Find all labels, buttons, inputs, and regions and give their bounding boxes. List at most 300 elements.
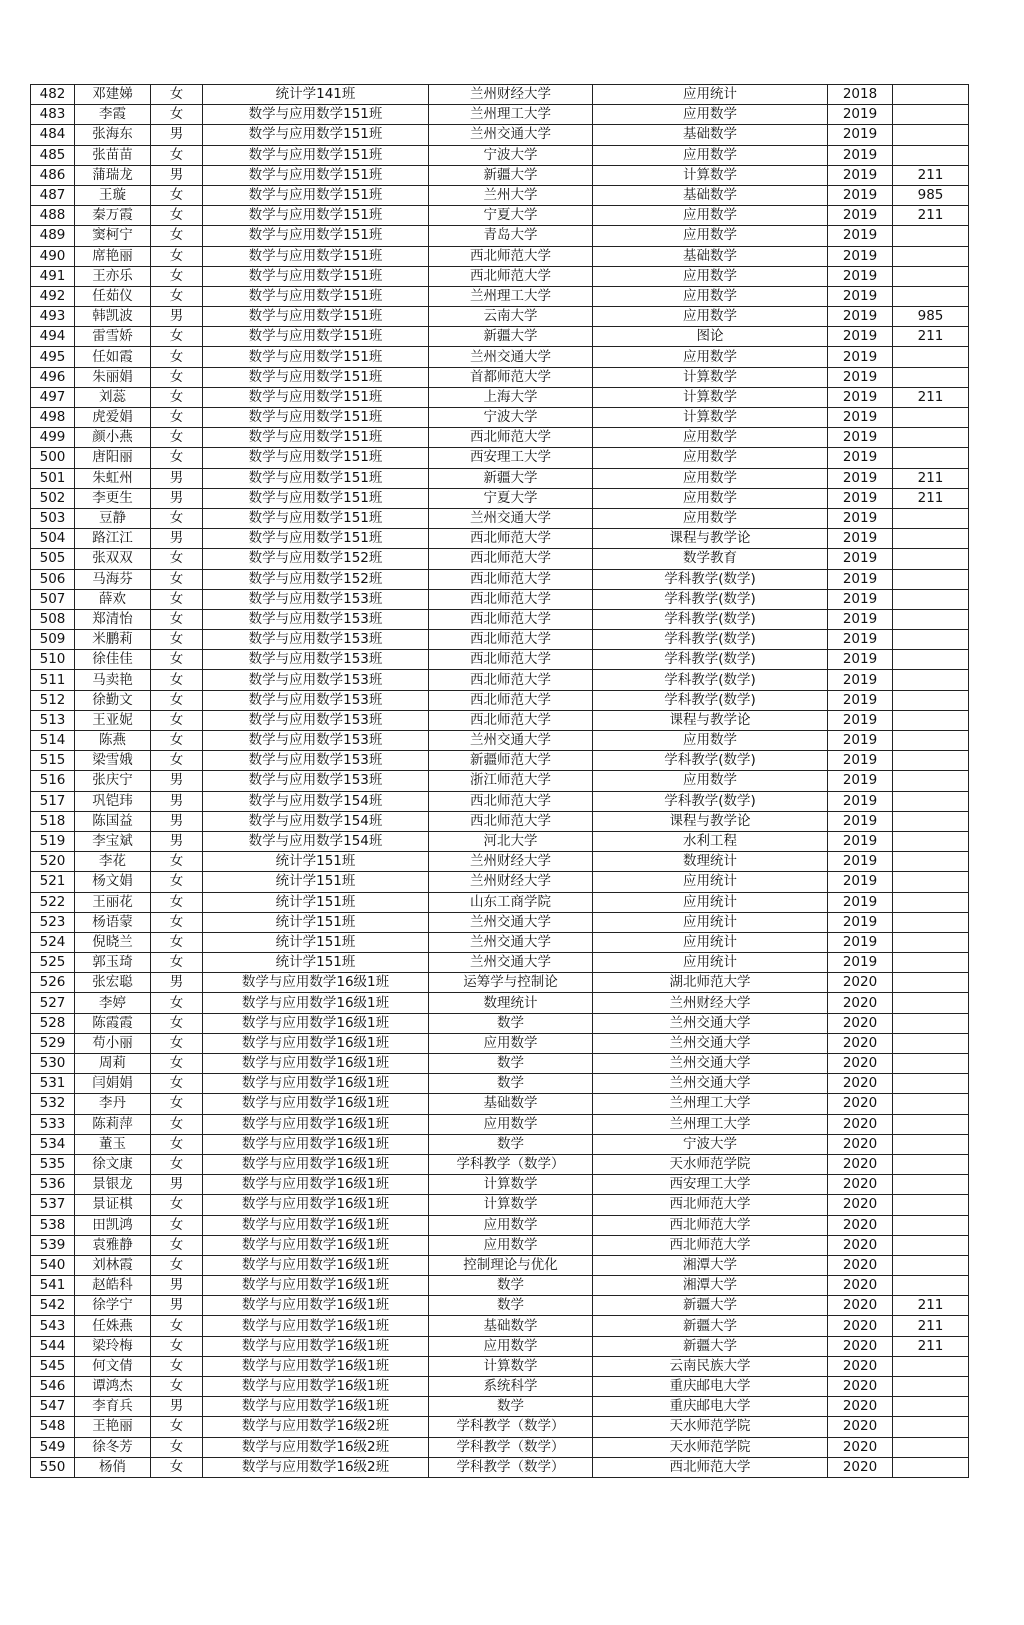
col-5-cell: 西北师范大学	[429, 670, 593, 690]
col-5-cell: 学科教学（数学）	[429, 1154, 593, 1174]
table-row	[31, 751, 969, 771]
tier-tag-cell: 211	[893, 327, 969, 347]
class-name-cell: 数学与应用数学151班	[203, 488, 429, 508]
table-row	[31, 811, 969, 831]
year-cell: 2020	[828, 1397, 893, 1417]
tier-tag-cell: 211	[893, 468, 969, 488]
table-body	[31, 85, 969, 1478]
student-name-cell: 雷雪娇	[75, 327, 151, 347]
student-name-cell: 王亚妮	[75, 710, 151, 730]
row-number-cell: 486	[31, 165, 75, 185]
student-name-cell: 豆静	[75, 508, 151, 528]
year-cell: 2020	[828, 1215, 893, 1235]
gender-cell: 男	[151, 791, 203, 811]
class-name-cell: 数学与应用数学153班	[203, 630, 429, 650]
table-row	[31, 105, 969, 125]
class-name-cell: 数学与应用数学16级1班	[203, 1013, 429, 1033]
table-row	[31, 1457, 969, 1477]
student-name-cell: 李花	[75, 852, 151, 872]
row-number-cell: 521	[31, 872, 75, 892]
col-5-cell: 基础数学	[429, 1316, 593, 1336]
col-5-cell: 西北师范大学	[429, 650, 593, 670]
tier-tag-cell	[893, 811, 969, 831]
col-6-cell: 学科教学(数学)	[593, 609, 828, 629]
gender-cell: 女	[151, 731, 203, 751]
col-6-cell: 应用数学	[593, 428, 828, 448]
table-row	[31, 85, 969, 105]
year-cell: 2019	[828, 206, 893, 226]
class-name-cell: 数学与应用数学154班	[203, 791, 429, 811]
year-cell: 2020	[828, 1276, 893, 1296]
student-name-cell: 任茹仪	[75, 286, 151, 306]
table-row	[31, 226, 969, 246]
tier-tag-cell	[893, 347, 969, 367]
gender-cell: 女	[151, 751, 203, 771]
year-cell: 2019	[828, 428, 893, 448]
gender-cell: 女	[151, 206, 203, 226]
class-name-cell: 数学与应用数学16级2班	[203, 1457, 429, 1477]
tier-tag-cell	[893, 912, 969, 932]
student-name-cell: 徐佳佳	[75, 650, 151, 670]
gender-cell: 女	[151, 1195, 203, 1215]
col-6-cell: 学科教学(数学)	[593, 690, 828, 710]
row-number-cell: 505	[31, 549, 75, 569]
col-5-cell: 西北师范大学	[429, 791, 593, 811]
class-name-cell: 数学与应用数学154班	[203, 831, 429, 851]
col-5-cell: 新疆大学	[429, 468, 593, 488]
row-number-cell: 537	[31, 1195, 75, 1215]
class-name-cell: 数学与应用数学16级1班	[203, 1276, 429, 1296]
row-number-cell: 496	[31, 367, 75, 387]
col-6-cell: 重庆邮电大学	[593, 1377, 828, 1397]
tier-tag-cell	[893, 630, 969, 650]
class-name-cell: 数学与应用数学151班	[203, 367, 429, 387]
col-5-cell: 浙江师范大学	[429, 771, 593, 791]
year-cell: 2020	[828, 1255, 893, 1275]
year-cell: 2019	[828, 731, 893, 751]
table-row	[31, 387, 969, 407]
student-name-cell: 李宝斌	[75, 831, 151, 851]
tier-tag-cell	[893, 428, 969, 448]
col-6-cell: 计算数学	[593, 408, 828, 428]
col-5-cell: 数学	[429, 1054, 593, 1074]
tier-tag-cell	[893, 226, 969, 246]
col-5-cell: 应用数学	[429, 1033, 593, 1053]
col-6-cell: 兰州交通大学	[593, 1033, 828, 1053]
col-5-cell: 兰州理工大学	[429, 286, 593, 306]
row-number-cell: 506	[31, 569, 75, 589]
table-row	[31, 125, 969, 145]
table-row	[31, 852, 969, 872]
year-cell: 2019	[828, 307, 893, 327]
row-number-cell: 531	[31, 1074, 75, 1094]
tier-tag-cell: 211	[893, 387, 969, 407]
row-number-cell: 492	[31, 286, 75, 306]
table-row	[31, 1154, 969, 1174]
gender-cell: 女	[151, 1235, 203, 1255]
gender-cell: 女	[151, 347, 203, 367]
table-row	[31, 1397, 969, 1417]
col-6-cell: 应用数学	[593, 105, 828, 125]
col-6-cell: 学科教学(数学)	[593, 589, 828, 609]
student-name-cell: 郑清怡	[75, 609, 151, 629]
tier-tag-cell	[893, 1276, 969, 1296]
col-5-cell: 西安理工大学	[429, 448, 593, 468]
class-name-cell: 数学与应用数学151班	[203, 206, 429, 226]
tier-tag-cell	[893, 751, 969, 771]
tier-tag-cell	[893, 1054, 969, 1074]
student-name-cell: 朱丽娟	[75, 367, 151, 387]
student-name-cell: 景证棋	[75, 1195, 151, 1215]
tier-tag-cell	[893, 1457, 969, 1477]
gender-cell: 女	[151, 609, 203, 629]
student-name-cell: 苟小丽	[75, 1033, 151, 1053]
student-name-cell: 虎爱娟	[75, 408, 151, 428]
row-number-cell: 494	[31, 327, 75, 347]
student-name-cell: 徐勤文	[75, 690, 151, 710]
gender-cell: 男	[151, 973, 203, 993]
col-6-cell: 湘潭大学	[593, 1276, 828, 1296]
class-name-cell: 数学与应用数学153班	[203, 771, 429, 791]
gender-cell: 男	[151, 831, 203, 851]
table-row	[31, 367, 969, 387]
student-name-cell: 张苗苗	[75, 145, 151, 165]
col-6-cell: 应用数学	[593, 488, 828, 508]
col-5-cell: 兰州交通大学	[429, 347, 593, 367]
col-6-cell: 应用数学	[593, 731, 828, 751]
row-number-cell: 535	[31, 1154, 75, 1174]
gender-cell: 男	[151, 811, 203, 831]
year-cell: 2019	[828, 529, 893, 549]
gender-cell: 女	[151, 993, 203, 1013]
class-name-cell: 数学与应用数学151班	[203, 307, 429, 327]
col-6-cell: 课程与教学论	[593, 811, 828, 831]
gender-cell: 男	[151, 1175, 203, 1195]
tier-tag-cell	[893, 1134, 969, 1154]
tier-tag-cell	[893, 1255, 969, 1275]
class-name-cell: 数学与应用数学16级2班	[203, 1437, 429, 1457]
year-cell: 2020	[828, 993, 893, 1013]
year-cell: 2020	[828, 1013, 893, 1033]
col-5-cell: 西北师范大学	[429, 428, 593, 448]
col-5-cell: 西北师范大学	[429, 630, 593, 650]
gender-cell: 女	[151, 367, 203, 387]
table-row	[31, 589, 969, 609]
col-6-cell: 应用统计	[593, 912, 828, 932]
table-row	[31, 145, 969, 165]
col-6-cell: 学科教学(数学)	[593, 569, 828, 589]
class-name-cell: 数学与应用数学153班	[203, 731, 429, 751]
tier-tag-cell: 211	[893, 165, 969, 185]
gender-cell: 女	[151, 912, 203, 932]
tier-tag-cell	[893, 508, 969, 528]
gender-cell: 女	[151, 1377, 203, 1397]
col-5-cell: 西北师范大学	[429, 549, 593, 569]
col-5-cell: 学科教学（数学）	[429, 1457, 593, 1477]
year-cell: 2020	[828, 1417, 893, 1437]
row-number-cell: 519	[31, 831, 75, 851]
gender-cell: 女	[151, 1013, 203, 1033]
gender-cell: 女	[151, 1054, 203, 1074]
row-number-cell: 546	[31, 1377, 75, 1397]
tier-tag-cell	[893, 1417, 969, 1437]
col-5-cell: 应用数学	[429, 1215, 593, 1235]
gender-cell: 女	[151, 1356, 203, 1376]
tier-tag-cell	[893, 953, 969, 973]
tier-tag-cell	[893, 448, 969, 468]
table-row	[31, 1255, 969, 1275]
table-row	[31, 872, 969, 892]
col-6-cell: 学科教学(数学)	[593, 791, 828, 811]
year-cell: 2019	[828, 953, 893, 973]
col-6-cell: 兰州交通大学	[593, 1013, 828, 1033]
col-5-cell: 基础数学	[429, 1094, 593, 1114]
col-5-cell: 系统科学	[429, 1377, 593, 1397]
student-name-cell: 李更生	[75, 488, 151, 508]
tier-tag-cell: 211	[893, 206, 969, 226]
row-number-cell: 502	[31, 488, 75, 508]
table-row	[31, 1235, 969, 1255]
year-cell: 2019	[828, 448, 893, 468]
gender-cell: 女	[151, 1417, 203, 1437]
class-name-cell: 数学与应用数学151班	[203, 347, 429, 367]
col-5-cell: 数学	[429, 1296, 593, 1316]
tier-tag-cell	[893, 1094, 969, 1114]
col-5-cell: 西北师范大学	[429, 811, 593, 831]
tier-tag-cell	[893, 529, 969, 549]
year-cell: 2019	[828, 367, 893, 387]
col-6-cell: 应用数学	[593, 226, 828, 246]
col-6-cell: 云南民族大学	[593, 1356, 828, 1376]
tier-tag-cell	[893, 1074, 969, 1094]
table-row	[31, 892, 969, 912]
col-5-cell: 计算数学	[429, 1175, 593, 1195]
tier-tag-cell	[893, 892, 969, 912]
year-cell: 2018	[828, 85, 893, 105]
tier-tag-cell: 985	[893, 185, 969, 205]
gender-cell: 女	[151, 185, 203, 205]
col-6-cell: 应用数学	[593, 206, 828, 226]
col-5-cell: 兰州财经大学	[429, 85, 593, 105]
tier-tag-cell	[893, 791, 969, 811]
student-name-cell: 陈莉萍	[75, 1114, 151, 1134]
gender-cell: 女	[151, 1134, 203, 1154]
student-name-cell: 杨语蒙	[75, 912, 151, 932]
student-name-cell: 刘林霞	[75, 1255, 151, 1275]
student-name-cell: 何文倩	[75, 1356, 151, 1376]
row-number-cell: 524	[31, 932, 75, 952]
year-cell: 2019	[828, 872, 893, 892]
year-cell: 2020	[828, 1054, 893, 1074]
gender-cell: 男	[151, 125, 203, 145]
col-5-cell: 数学	[429, 1134, 593, 1154]
col-6-cell: 兰州交通大学	[593, 1074, 828, 1094]
year-cell: 2019	[828, 650, 893, 670]
gender-cell: 女	[151, 428, 203, 448]
col-5-cell: 学科教学（数学）	[429, 1437, 593, 1457]
class-name-cell: 数学与应用数学16级1班	[203, 1054, 429, 1074]
tier-tag-cell	[893, 852, 969, 872]
row-number-cell: 498	[31, 408, 75, 428]
col-6-cell: 基础数学	[593, 185, 828, 205]
gender-cell: 女	[151, 408, 203, 428]
col-6-cell: 计算数学	[593, 367, 828, 387]
student-name-cell: 周莉	[75, 1054, 151, 1074]
year-cell: 2019	[828, 791, 893, 811]
col-5-cell: 兰州财经大学	[429, 852, 593, 872]
class-name-cell: 数学与应用数学153班	[203, 751, 429, 771]
row-number-cell: 491	[31, 266, 75, 286]
tier-tag-cell	[893, 367, 969, 387]
row-number-cell: 516	[31, 771, 75, 791]
gender-cell: 女	[151, 387, 203, 407]
student-name-cell: 梁玲梅	[75, 1336, 151, 1356]
class-name-cell: 数学与应用数学16级1班	[203, 993, 429, 1013]
year-cell: 2019	[828, 226, 893, 246]
col-5-cell: 首都师范大学	[429, 367, 593, 387]
gender-cell: 男	[151, 1397, 203, 1417]
student-name-cell: 薛欢	[75, 589, 151, 609]
col-6-cell: 应用数学	[593, 307, 828, 327]
col-5-cell: 数学	[429, 1074, 593, 1094]
class-name-cell: 数学与应用数学151班	[203, 508, 429, 528]
col-5-cell: 山东工商学院	[429, 892, 593, 912]
class-name-cell: 数学与应用数学16级1班	[203, 1175, 429, 1195]
table-row	[31, 307, 969, 327]
class-name-cell: 数学与应用数学16级1班	[203, 1114, 429, 1134]
class-name-cell: 数学与应用数学16级1班	[203, 1074, 429, 1094]
col-6-cell: 水利工程	[593, 831, 828, 851]
student-name-cell: 张宏聪	[75, 973, 151, 993]
col-5-cell: 兰州交通大学	[429, 932, 593, 952]
class-name-cell: 数学与应用数学16级1班	[203, 1336, 429, 1356]
year-cell: 2019	[828, 488, 893, 508]
tier-tag-cell	[893, 1195, 969, 1215]
table-row	[31, 1114, 969, 1134]
col-6-cell: 西北师范大学	[593, 1235, 828, 1255]
col-6-cell: 应用数学	[593, 448, 828, 468]
gender-cell: 女	[151, 589, 203, 609]
row-number-cell: 512	[31, 690, 75, 710]
class-name-cell: 统计学151班	[203, 953, 429, 973]
table-row	[31, 932, 969, 952]
row-number-cell: 517	[31, 791, 75, 811]
year-cell: 2019	[828, 771, 893, 791]
admissions-table	[30, 84, 969, 1478]
tier-tag-cell	[893, 145, 969, 165]
student-name-cell: 赵皓科	[75, 1276, 151, 1296]
col-6-cell: 应用数学	[593, 266, 828, 286]
row-number-cell: 497	[31, 387, 75, 407]
year-cell: 2020	[828, 1154, 893, 1174]
gender-cell: 女	[151, 327, 203, 347]
table-row	[31, 1175, 969, 1195]
gender-cell: 女	[151, 1437, 203, 1457]
class-name-cell: 数学与应用数学16级1班	[203, 1094, 429, 1114]
class-name-cell: 统计学151班	[203, 912, 429, 932]
year-cell: 2019	[828, 751, 893, 771]
student-name-cell: 闫娟娟	[75, 1074, 151, 1094]
row-number-cell: 513	[31, 710, 75, 730]
row-number-cell: 499	[31, 428, 75, 448]
year-cell: 2019	[828, 892, 893, 912]
class-name-cell: 数学与应用数学153班	[203, 690, 429, 710]
col-6-cell: 新疆大学	[593, 1296, 828, 1316]
student-name-cell: 任如霞	[75, 347, 151, 367]
tier-tag-cell	[893, 589, 969, 609]
col-6-cell: 应用统计	[593, 85, 828, 105]
student-name-cell: 陈霞霞	[75, 1013, 151, 1033]
year-cell: 2019	[828, 286, 893, 306]
col-5-cell: 数学	[429, 1397, 593, 1417]
tier-tag-cell	[893, 731, 969, 751]
gender-cell: 女	[151, 630, 203, 650]
student-name-cell: 朱虹州	[75, 468, 151, 488]
student-name-cell: 杨俏	[75, 1457, 151, 1477]
gender-cell: 女	[151, 226, 203, 246]
row-number-cell: 526	[31, 973, 75, 993]
class-name-cell: 统计学141班	[203, 85, 429, 105]
tier-tag-cell: 211	[893, 1296, 969, 1316]
table-row	[31, 347, 969, 367]
col-6-cell: 西安理工大学	[593, 1175, 828, 1195]
col-6-cell: 应用数学	[593, 771, 828, 791]
year-cell: 2020	[828, 1437, 893, 1457]
row-number-cell: 514	[31, 731, 75, 751]
student-name-cell: 王丽花	[75, 892, 151, 912]
row-number-cell: 510	[31, 650, 75, 670]
class-name-cell: 数学与应用数学153班	[203, 670, 429, 690]
col-5-cell: 西北师范大学	[429, 710, 593, 730]
class-name-cell: 数学与应用数学151班	[203, 286, 429, 306]
student-name-cell: 张庆宁	[75, 771, 151, 791]
row-number-cell: 518	[31, 811, 75, 831]
col-5-cell: 宁波大学	[429, 408, 593, 428]
class-name-cell: 数学与应用数学151班	[203, 246, 429, 266]
tier-tag-cell: 211	[893, 1316, 969, 1336]
col-6-cell: 兰州理工大学	[593, 1094, 828, 1114]
class-name-cell: 数学与应用数学151班	[203, 145, 429, 165]
year-cell: 2019	[828, 852, 893, 872]
tier-tag-cell: 985	[893, 307, 969, 327]
col-6-cell: 西北师范大学	[593, 1457, 828, 1477]
gender-cell: 男	[151, 165, 203, 185]
class-name-cell: 数学与应用数学151班	[203, 428, 429, 448]
class-name-cell: 数学与应用数学151班	[203, 327, 429, 347]
table-row	[31, 831, 969, 851]
row-number-cell: 488	[31, 206, 75, 226]
col-5-cell: 兰州理工大学	[429, 105, 593, 125]
student-name-cell: 颜小燕	[75, 428, 151, 448]
row-number-cell: 545	[31, 1356, 75, 1376]
gender-cell: 女	[151, 1074, 203, 1094]
col-6-cell: 计算数学	[593, 387, 828, 407]
class-name-cell: 统计学151班	[203, 872, 429, 892]
row-number-cell: 548	[31, 1417, 75, 1437]
year-cell: 2019	[828, 185, 893, 205]
student-name-cell: 王艳丽	[75, 1417, 151, 1437]
col-6-cell: 兰州财经大学	[593, 993, 828, 1013]
table-row	[31, 1094, 969, 1114]
gender-cell: 女	[151, 892, 203, 912]
row-number-cell: 544	[31, 1336, 75, 1356]
col-5-cell: 河北大学	[429, 831, 593, 851]
gender-cell: 女	[151, 953, 203, 973]
col-6-cell: 湖北师范大学	[593, 973, 828, 993]
tier-tag-cell	[893, 408, 969, 428]
class-name-cell: 数学与应用数学151班	[203, 266, 429, 286]
tier-tag-cell	[893, 1114, 969, 1134]
